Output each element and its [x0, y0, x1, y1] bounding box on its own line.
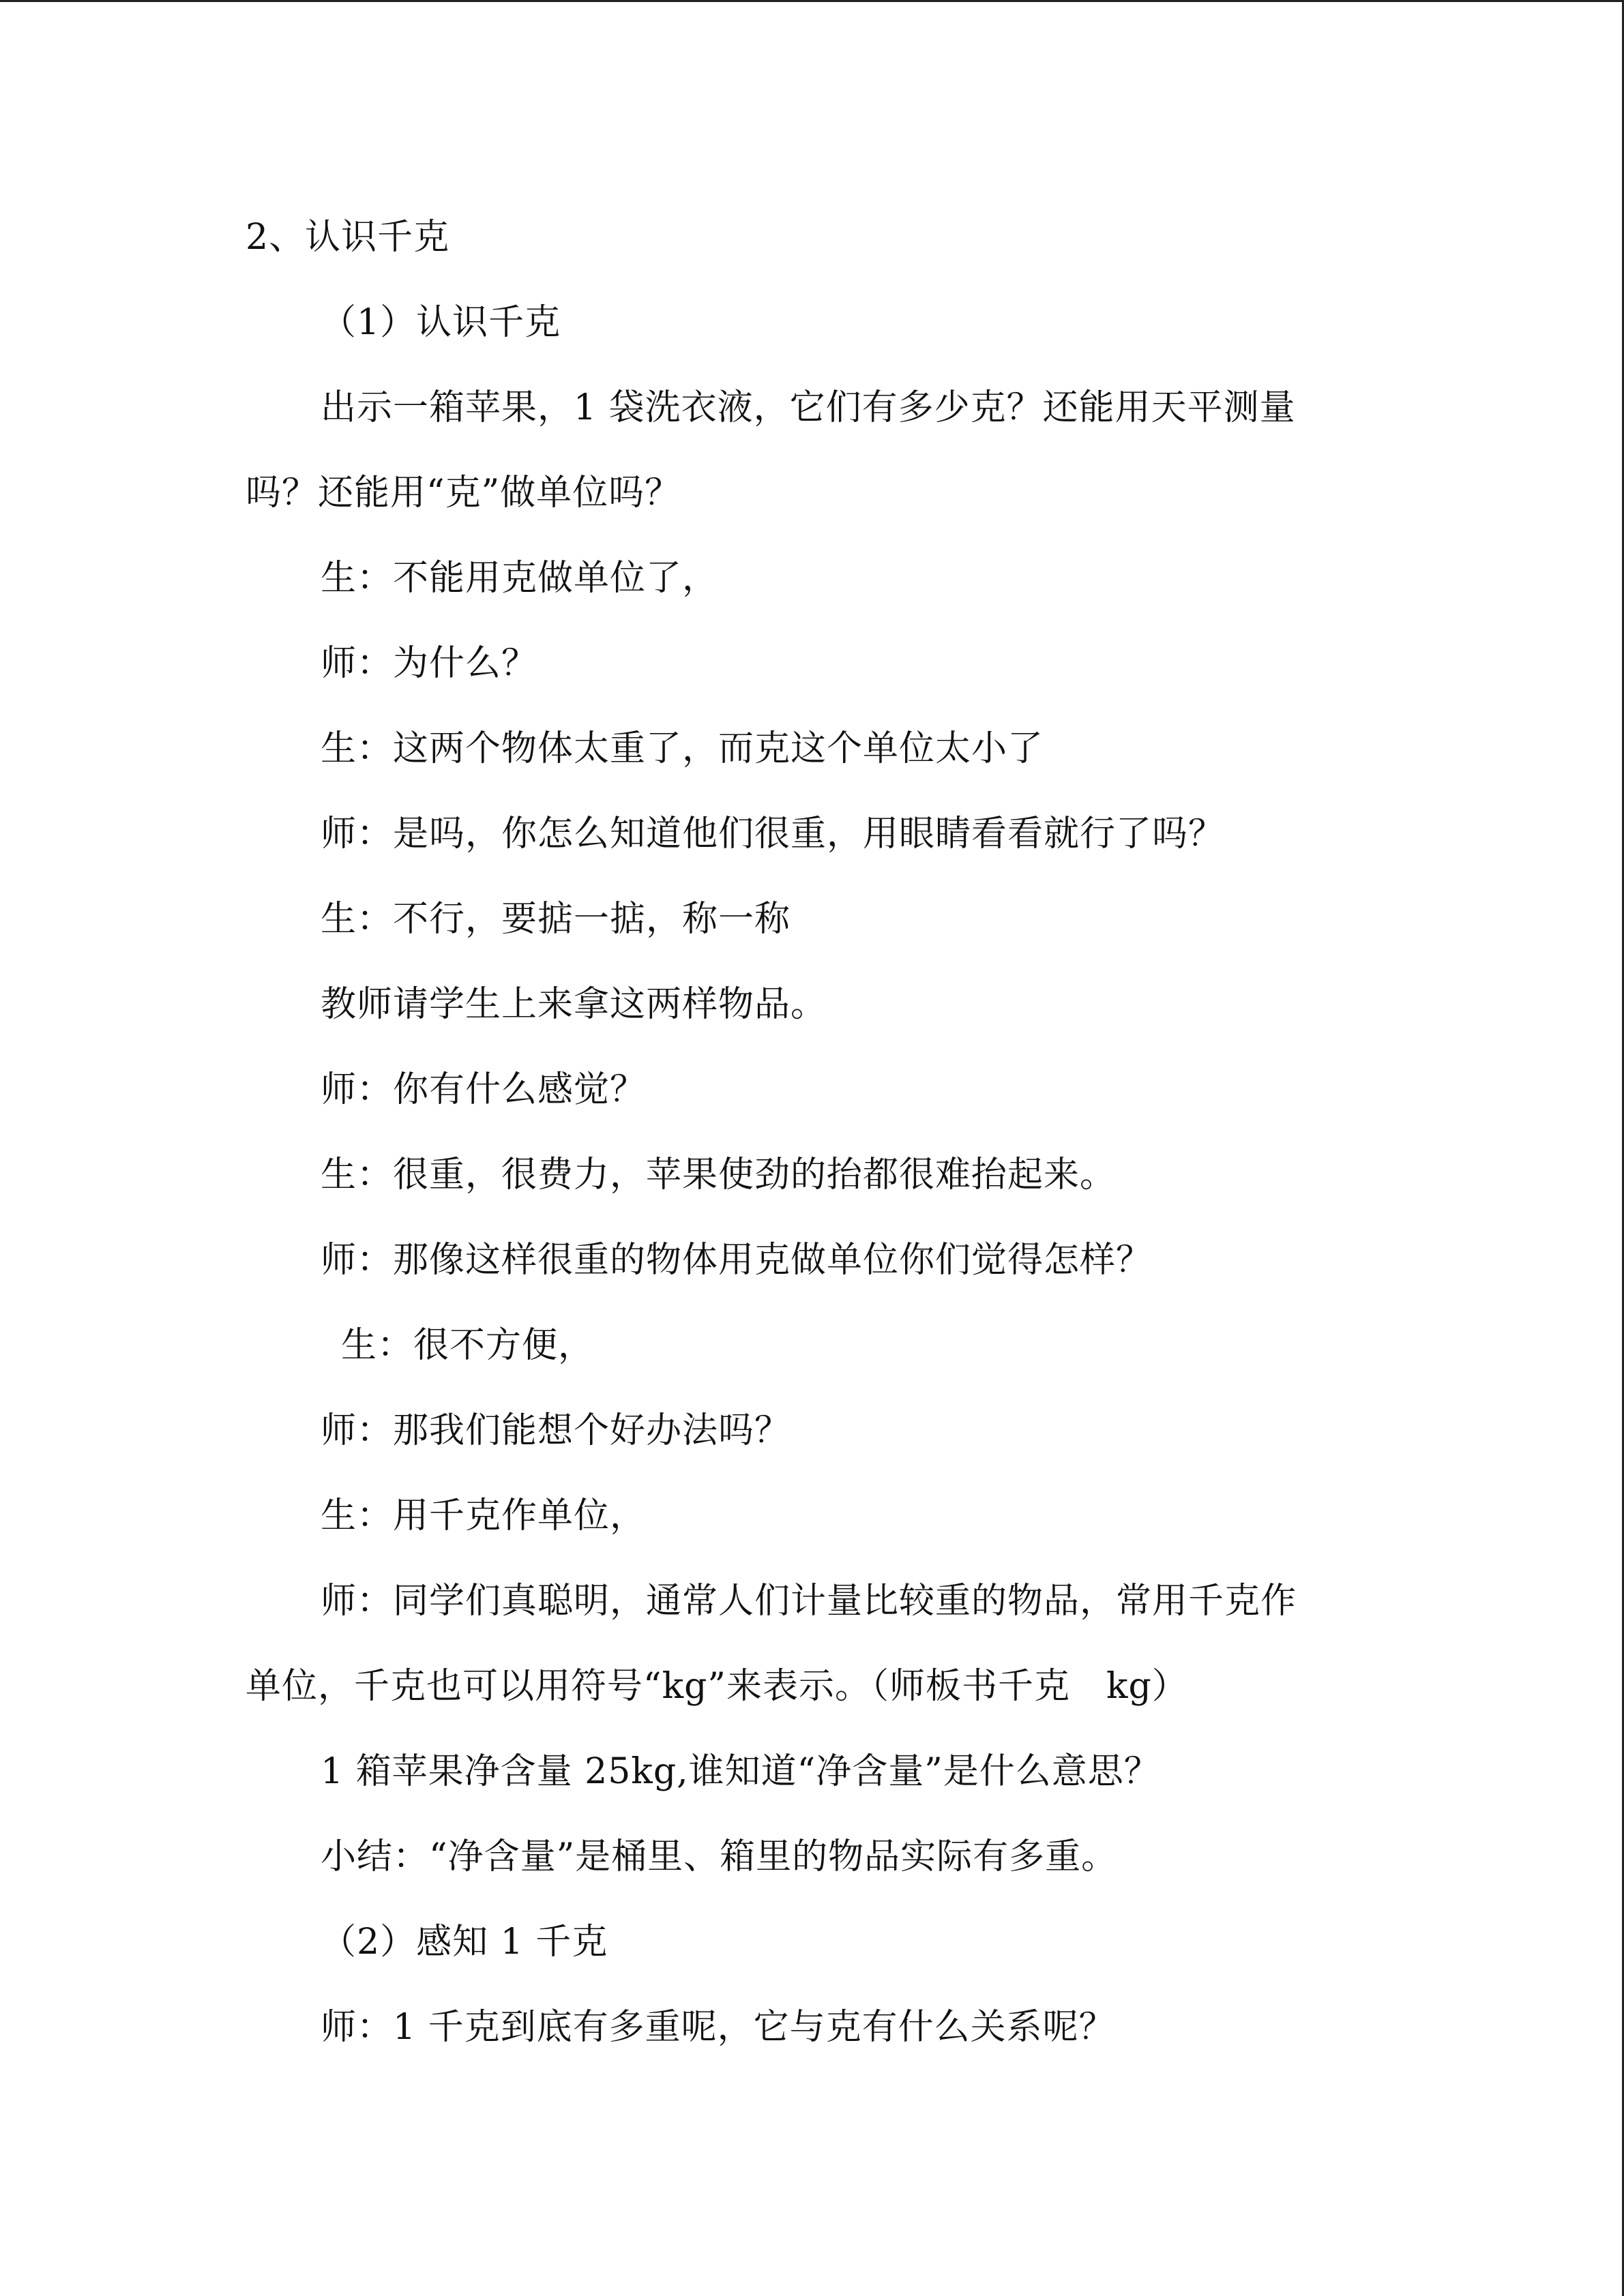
page-top-border — [0, 0, 1624, 2]
section-heading: 2、认识千克 — [246, 217, 450, 258]
subsection-heading: （1）认识千克 — [321, 302, 561, 343]
dialogue-line: 师：那像这样很重的物体用克做单位你们觉得怎样？ — [321, 1240, 1153, 1281]
dialogue-line: 师：1 千克到底有多重呢，它与克有什么关系呢？ — [321, 2007, 1115, 2048]
paragraph-line: 教师请学生上来拿这两样物品。 — [321, 984, 827, 1025]
dialogue-line: 师：你有什么感觉？ — [321, 1069, 647, 1110]
paragraph-line: 出示一箱苹果，1 袋洗衣液，它们有多少克？还能用天平测量 — [321, 387, 1296, 428]
dialogue-line: 生：很重，很费力，苹果使劲的抬都很难抬起来。 — [321, 1154, 1117, 1195]
dialogue-line: 师：是吗，你怎么知道他们很重，用眼睛看看就行了吗？ — [321, 814, 1225, 854]
dialogue-line: 生：不能用克做单位了， — [321, 558, 719, 599]
dialogue-line: 生：用千克作单位， — [321, 1495, 647, 1536]
dialogue-line: 生：很不方便， — [341, 1325, 595, 1366]
dialogue-line: 师：那我们能想个好办法吗？ — [321, 1410, 791, 1451]
dialogue-line: 师：为什么？ — [321, 643, 538, 684]
paragraph-line: 1 箱苹果净含量 25kg,谁知道“净含量”是什么意思？ — [321, 1751, 1160, 1792]
dialogue-line: 生：这两个物体太重了，而克这个单位太小了 — [321, 728, 1044, 769]
dialogue-line: 生：不行，要掂一掂，称一称 — [321, 899, 791, 940]
subsection-heading: （2）感知 1 千克 — [321, 1922, 608, 1963]
summary-line: 小结：“净含量”是桶里、箱里的物品实际有多重。 — [321, 1836, 1118, 1877]
dialogue-line: 师：同学们真聪明，通常人们计量比较重的物品，常用千克作 — [321, 1581, 1297, 1622]
paragraph-line: 吗？还能用“克”做单位吗？ — [246, 473, 681, 513]
paragraph-line: 单位，千克也可以用符号“kg”来表示。（师板书千克 kg） — [246, 1666, 1188, 1707]
